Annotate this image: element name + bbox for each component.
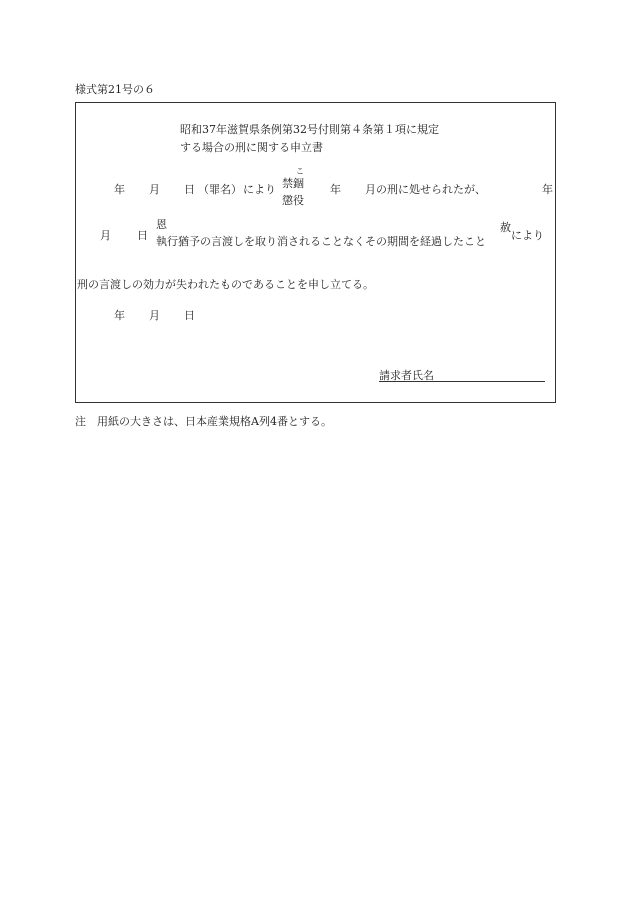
row2-month-label: 月 (100, 229, 111, 242)
row3-statement: 刑の言渡しの効力が失われたものであることを申し立てる。 (77, 278, 374, 291)
row1-small-mark: こ (296, 167, 304, 176)
form-title-line1: 昭和37年滋賀県条例第32号付則第４条第１項に規定 (180, 123, 439, 136)
penalty-choeki: 懲役 (282, 194, 304, 207)
signature-label: 請求者氏名 (379, 369, 434, 382)
form-title-line2: する場合の刑に関する申立書 (180, 141, 323, 154)
date-day-label: 日 (184, 309, 195, 322)
row1-year3-label: 年 (542, 183, 553, 196)
row1-month-label: 月 (149, 183, 160, 196)
penalty-kinko: 禁錮 (282, 177, 304, 190)
row1-year-label: 年 (114, 183, 125, 196)
row2-day-label: 日 (137, 229, 148, 242)
date-year-label: 年 (114, 309, 125, 322)
amnesty-sha: 赦 (500, 221, 511, 234)
row1-day-label: 日 (184, 183, 195, 196)
row1-year2-label: 年 (330, 183, 341, 196)
date-month-label: 月 (149, 309, 160, 322)
row1-month-tail: 月の刑に処せられたが、 (365, 183, 486, 196)
signature-line (379, 381, 545, 382)
paper-size-note: 注 用紙の大きさは、日本産業規格A列4番とする。 (75, 415, 332, 428)
amnesty-on: 恩 (156, 218, 167, 231)
form-number: 様式第21号の６ (75, 83, 155, 96)
row1-niyori: により (243, 183, 276, 196)
row2-suspension-text: 執行猶予の言渡しを取り消されることなくその期間を経過したこと (156, 235, 486, 248)
row2-niyori: により (511, 229, 544, 242)
row1-crime-name-label: （罪名） (198, 183, 242, 196)
